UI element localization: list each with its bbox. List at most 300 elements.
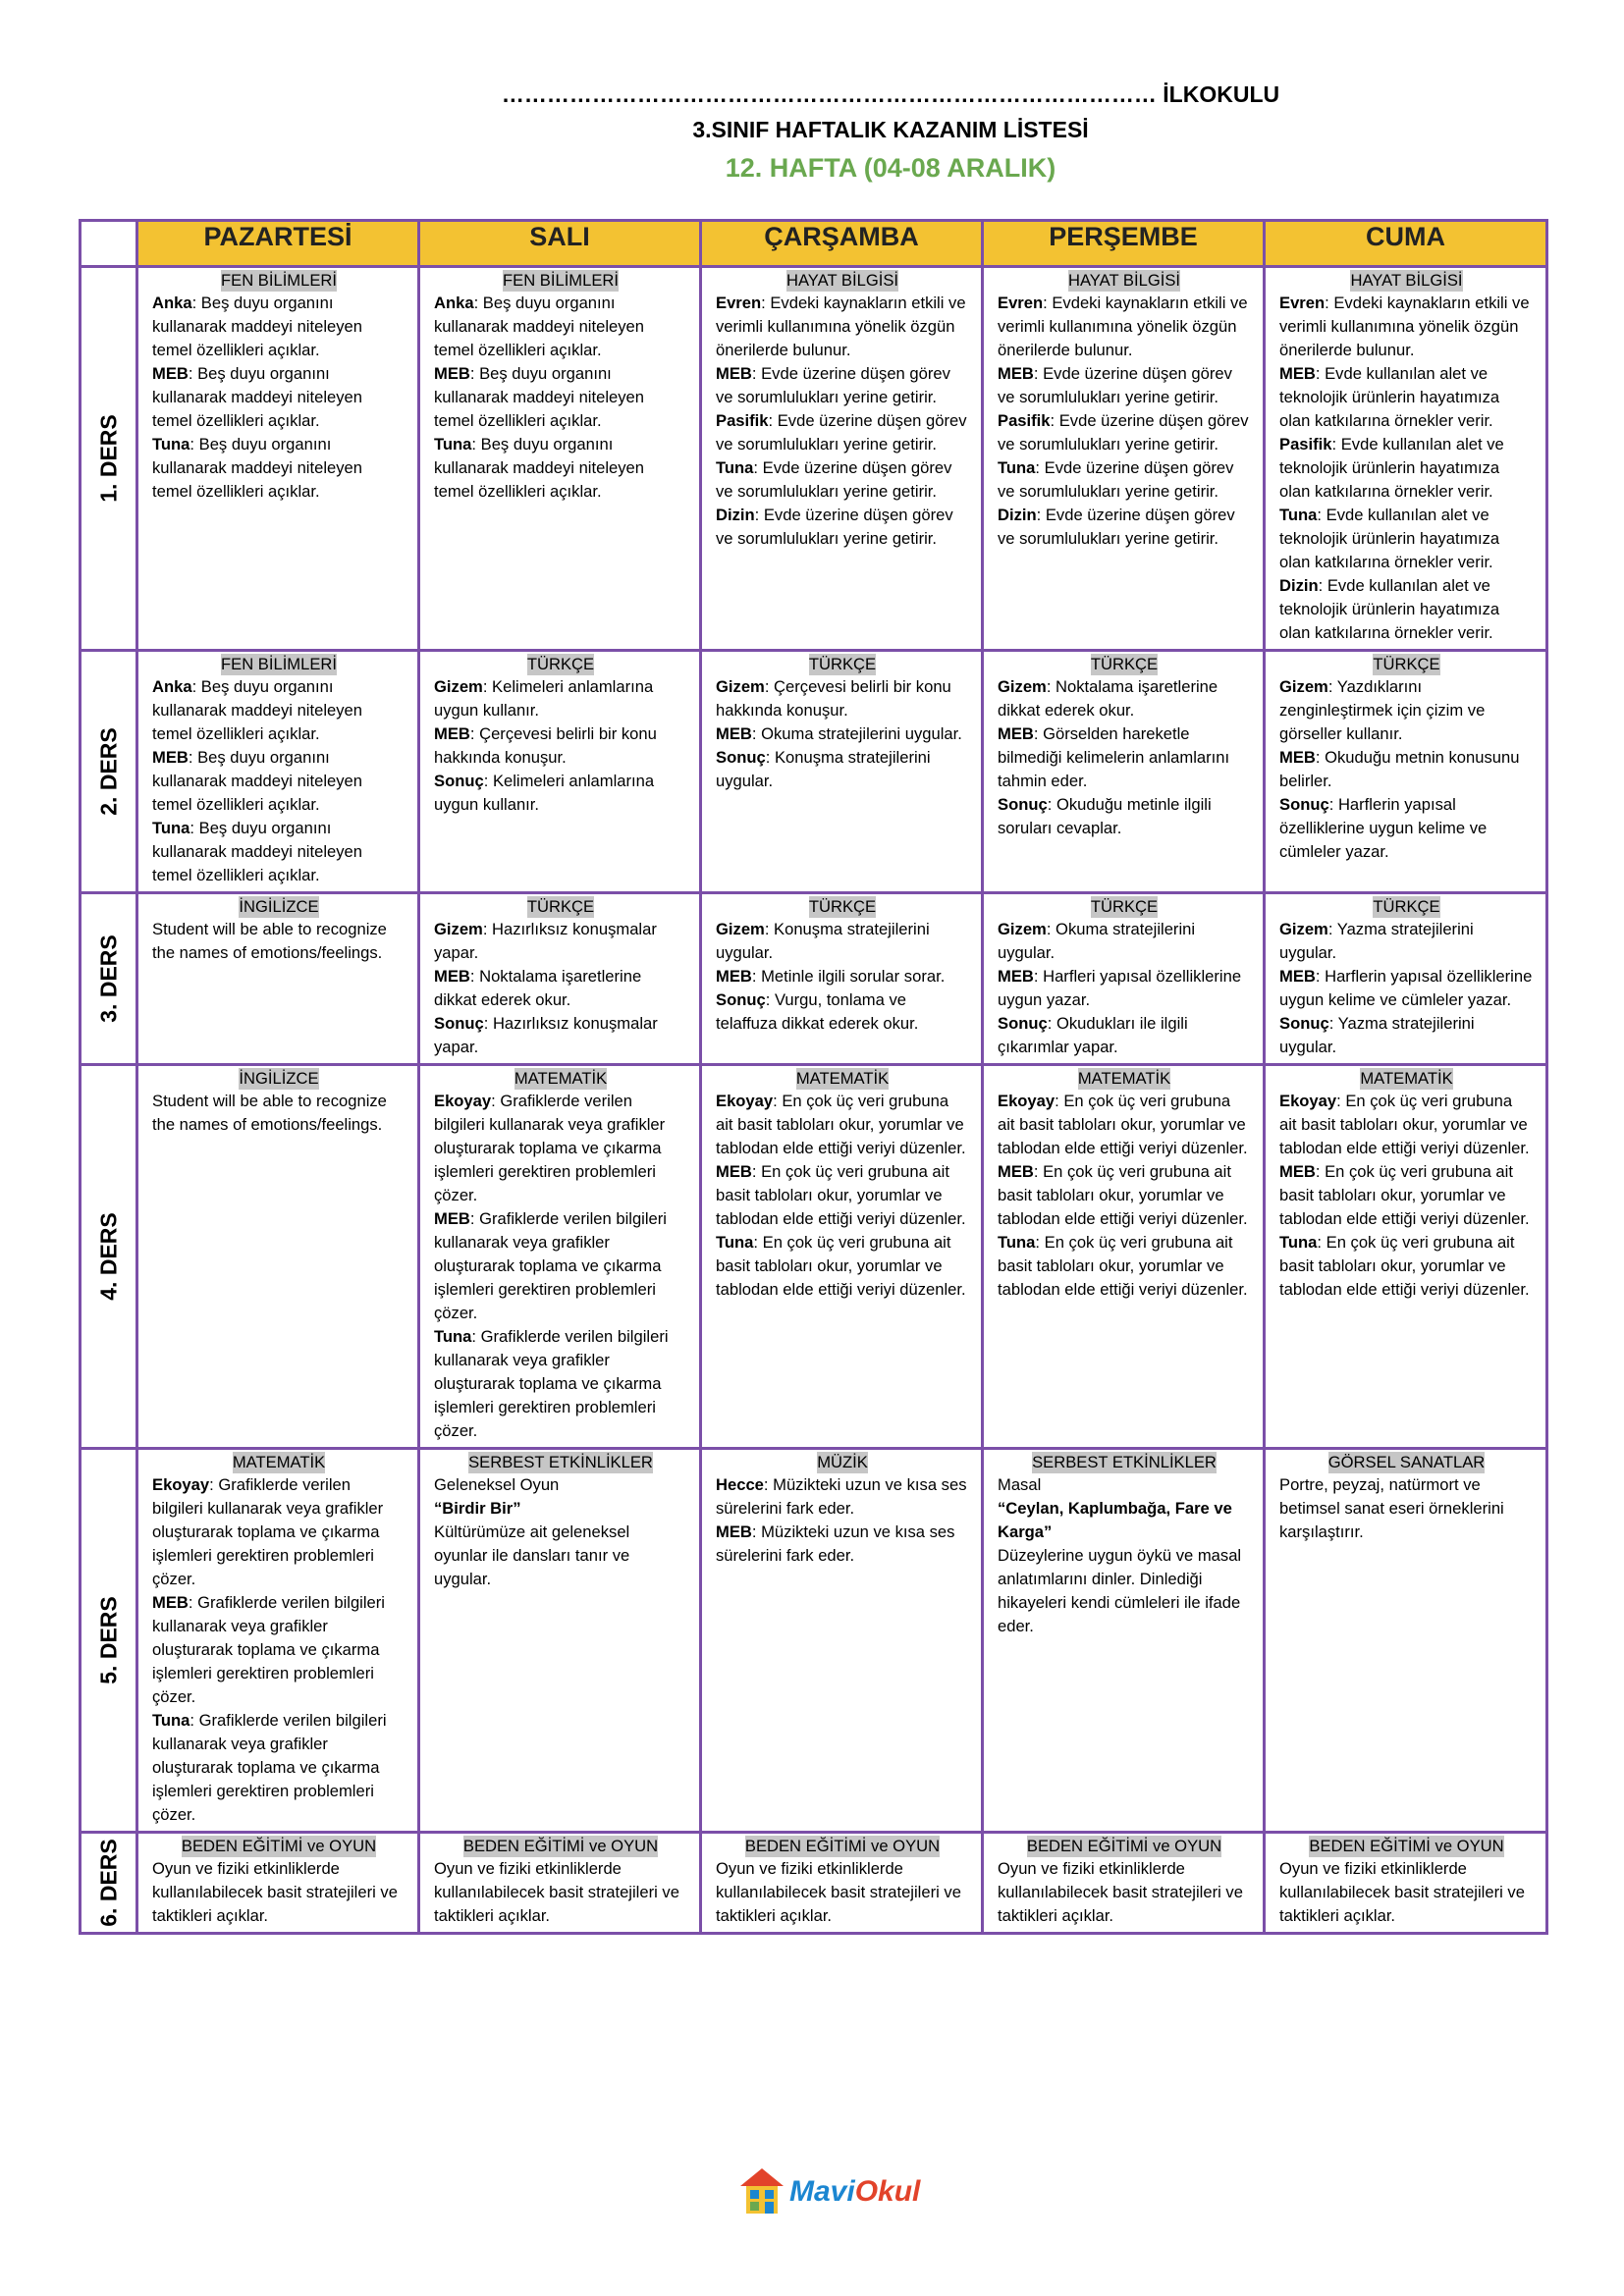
source-name: Tuna [998,458,1036,477]
subject-label: TÜRKÇE [1373,655,1440,673]
outcome-entry [152,433,406,504]
outcome-entry [1279,574,1534,645]
outcome-text: Oyun ve fiziki etkinliklerde kullanılabilecek basit stratejileri ve taktikleri açıklar. [1279,1859,1525,1925]
outcome-entry [1279,433,1534,504]
outcome-entry [434,1325,687,1443]
outcome-text: : Grafiklerde verilen bilgileri kullanarak veya grafikler oluşturarak toplama ve çıkarma işlemleri gerektiren problemleri çözer. [434,1209,667,1322]
outcome-text: : Evde üzerine düşen görev ve sorumlulukları yerine getirir. [716,458,952,501]
lesson-row-2 [81,651,1547,893]
outcome-entry [152,1591,406,1709]
source-name: Ekoyay [998,1092,1056,1110]
source-name: Tuna [152,1711,190,1730]
outcome-entry [716,409,969,456]
source-name: Sonuç [1279,795,1329,814]
source-name: Gizem [434,920,483,938]
source-name: Sonuç [716,748,766,767]
outcome-entry [716,362,969,409]
source-name: MEB [152,364,189,383]
outcome-text: Oyun ve fiziki etkinliklerde kullanılabilecek basit stratejileri ve taktikleri açıklar. [152,1859,398,1925]
outcome-entry [716,675,969,722]
outcome-text: : En çok üç veri grubuna ait basit tabloları okur, yorumlar ve tablodan elde ettiği veriyi düzenler. [716,1233,966,1299]
source-name: MEB [998,1162,1034,1181]
lesson-cell-friday [1265,1065,1547,1449]
subject-label: BEDEN EĞİTİMİ ve OYUN [462,1837,659,1855]
subject-label: TÜRKÇE [1090,897,1159,916]
outcome-text: : Çerçevesi belirli bir konu hakkında konuşur. [716,677,951,720]
source-name: MEB [716,967,752,986]
source-name: “Birdir Bir” [434,1499,521,1518]
lesson-cell-friday [1265,1833,1547,1934]
outcome-text: : Hazırlıksız konuşmalar yapar. [434,920,657,962]
outcome-text: : Evde kullanılan alet ve teknolojik ürünlerin hayatımıza olan katkılarına örnekler verir. [1279,435,1504,501]
lesson-label-cell [81,267,137,651]
subject-label: GÖRSEL SANATLAR [1327,1453,1486,1471]
outcome-entry [998,1012,1251,1059]
logo-text-mavi: Mavi [789,2175,855,2208]
outcome-text: : En çok üç veri grubuna ait basit tabloları okur, yorumlar ve tablodan elde ettiği veriyi düzenler. [716,1162,966,1228]
source-name: Gizem [998,677,1047,696]
source-name: Ekoyay [152,1475,210,1494]
lesson-cell-monday [137,1833,419,1934]
outcome-entry [998,1160,1251,1231]
source-name: Hecce [716,1475,764,1494]
outcome-text: : Hazırlıksız konuşmalar yapar. [434,1014,658,1056]
lesson-cell-thursday [983,651,1265,893]
subject-label: MATEMATİK [514,1069,608,1088]
subject-label: TÜRKÇE [526,897,595,916]
source-name: MEB [1279,364,1316,383]
source-name: Pasifik [1279,435,1332,454]
outcome-entry [716,1857,969,1928]
source-name: MEB [152,748,189,767]
lesson-label: 3. DERS [95,934,121,1023]
outcome-entry [434,1857,687,1928]
source-name: Gizem [716,677,765,696]
document-title: 3.SINIF HAFTALIK KAZANIM LİSTESİ [692,117,1089,142]
outcome-entry [716,1473,969,1521]
outcome-text: : Evde üzerine düşen görev ve sorumlulukları yerine getirir. [998,506,1235,548]
outcome-text: : Evde üzerine düşen görev ve sorumlulukları yerine getirir. [716,364,950,406]
source-name: Gizem [716,920,765,938]
lesson-cell-tuesday [419,651,701,893]
source-name: Dizin [1279,576,1319,595]
source-name: Ekoyay [1279,1092,1337,1110]
lesson-cell-thursday [983,1065,1265,1449]
school-name: …………………………………………………………………………… İLKOKULU [501,81,1280,107]
outcome-entry [716,1160,969,1231]
outcome-text: : Kelimeleri anlamlarına uygun kullanır. [434,772,655,814]
source-name: MEB [998,364,1034,383]
day-header-wednesday: ÇARŞAMBA [701,221,983,267]
outcome-text: : En çok üç veri grubuna ait basit tabloları okur, yorumlar ve tablodan elde ettiği veriyi düzenler. [1279,1162,1530,1228]
outcome-entry [1279,1473,1534,1544]
outcome-entry [998,793,1251,840]
lesson-label: 6. DERS [95,1839,121,1927]
outcome-text: : Evde üzerine düşen görev ve sorumlulukları yerine getirir. [716,411,967,454]
lesson-cell-tuesday [419,1833,701,1934]
outcome-text: : Evde üzerine düşen görev ve sorumlulukları yerine getirir. [716,506,953,548]
source-name: Anka [152,294,192,312]
outcome-entry [1279,504,1534,574]
logo-text-okul: Okul [854,2175,921,2208]
outcome-entry [1279,1857,1534,1928]
subject-label: FEN BİLİMLERİ [220,271,338,290]
outcome-text: Oyun ve fiziki etkinliklerde kullanılabilecek basit stratejileri ve taktikleri açıklar. [434,1859,679,1925]
subject-label: TÜRKÇE [808,655,877,673]
outcome-entry [1279,1231,1534,1302]
outcome-entry [152,1473,406,1591]
lesson-row-1 [81,267,1547,651]
source-name: “Ceylan, Kaplumbağa, Fare ve Karga” [998,1499,1232,1541]
outcome-text: : Evdeki kaynakların etkili ve verimli kullanımına yönelik özgün önerilerde bulunur. [998,294,1248,359]
outcome-entry [434,1473,687,1497]
outcome-text: : Evdeki kaynakların etkili ve verimli kullanımına yönelik özgün önerilerde bulunur. [716,294,966,359]
outcome-entry [716,965,969,988]
source-name: Gizem [1279,677,1328,696]
outcome-text: Düzeylerine uygun öykü ve masal anlatımlarını dinler. Dinlediği hikayeleri kendi cümleleri ile ifade eder. [998,1546,1242,1635]
outcome-entry [716,1521,969,1568]
source-name: MEB [1279,967,1316,986]
outcome-text: : Yazma stratejilerini uygular. [1279,920,1474,962]
outcome-entry [434,918,687,965]
lesson-row-6 [81,1833,1547,1934]
source-name: Tuna [152,435,190,454]
source-name: Evren [998,294,1044,312]
outcome-text: : Beş duyu organını kullanarak maddeyi niteleyen temel özellikleri açıklar. [152,748,363,814]
subject-label: TÜRKÇE [1090,655,1159,673]
outcome-text: Oyun ve fiziki etkinliklerde kullanılabilecek basit stratejileri ve taktikleri açıklar. [998,1859,1243,1925]
outcome-text: : Evde kullanılan alet ve teknolojik ürünlerin hayatımıza olan katkılarına örnekler verir. [1279,576,1500,642]
outcome-entry [1279,793,1534,864]
subject-label: BEDEN EĞİTİMİ ve OYUN [744,1837,941,1855]
outcome-entry [434,1497,687,1521]
lesson-cell-monday [137,893,419,1065]
source-name: Tuna [716,1233,754,1252]
lesson-row-4 [81,1065,1547,1449]
outcome-entry [1279,675,1534,746]
outcome-text: : Konuşma stratejilerini uygular. [716,748,931,790]
outcome-entry [716,746,969,793]
outcome-entry [1279,1160,1534,1231]
outcome-entry [998,1090,1251,1160]
outcome-entry [152,675,406,746]
outcome-text: : Okuduğu metinle ilgili soruları cevaplar. [998,795,1212,837]
lesson-cell-monday [137,267,419,651]
outcome-text: : Evde kullanılan alet ve teknolojik ürünlerin hayatımıza olan katkılarına örnekler verir. [1279,506,1500,571]
subject-label: TÜRKÇE [808,897,877,916]
source-name: Pasifik [998,411,1051,430]
outcome-entry [716,1090,969,1160]
outcome-entry [998,722,1251,793]
outcome-entry [998,504,1251,551]
lesson-cell-thursday [983,267,1265,651]
outcome-text: : Yazdıklarını zenginleştirmek için çizim ve görseller kullanır. [1279,677,1486,743]
outcome-entry [152,292,406,362]
lesson-cell-wednesday [701,267,983,651]
outcome-text: : Okuma stratejilerini uygular. [998,920,1196,962]
outcome-text: : Grafiklerde verilen bilgileri kullanarak veya grafikler oluşturarak toplama ve çıkarma işlemleri gerektiren problemleri çözer. [434,1092,666,1204]
source-name: Dizin [716,506,755,524]
outcome-text: : Grafiklerde verilen bilgileri kullanarak veya grafikler oluşturarak toplama ve çıkarma işlemleri gerektiren problemleri çözer. [152,1475,384,1588]
lesson-cell-friday [1265,1449,1547,1833]
week-title: 12. HAFTA (04-08 ARALIK) [725,153,1056,183]
subject-label: BEDEN EĞİTİMİ ve OYUN [181,1837,377,1855]
source-name: MEB [1279,1162,1316,1181]
source-name: Tuna [434,435,472,454]
subject-label: FEN BİLİMLERİ [502,271,620,290]
outcome-text: : Harfleri yapısal özelliklerine uygun yazar. [998,967,1242,1009]
lesson-cell-wednesday [701,651,983,893]
lesson-label: 5. DERS [95,1596,121,1684]
outcome-entry [434,722,687,770]
outcome-text: : Grafiklerde verilen bilgileri kullanarak veya grafikler oluşturarak toplama ve çıkarma işlemleri gerektiren problemleri çözer. [434,1327,669,1440]
outcome-text: : Grafiklerde verilen bilgileri kullanarak veya grafikler oluşturarak toplama ve çıkarma işlemleri gerektiren problemleri çözer. [152,1593,385,1706]
lesson-label-cell [81,651,137,893]
outcome-text: : Kelimeleri anlamlarına uygun kullanır. [434,677,654,720]
source-name: Anka [152,677,192,696]
outcome-entry [998,1473,1251,1497]
source-name: Tuna [998,1233,1036,1252]
outcome-entry [998,1497,1251,1544]
source-name: Sonuç [716,990,766,1009]
outcome-entry [434,770,687,817]
outcome-text: : Noktalama işaretlerine dikkat ederek okur. [998,677,1218,720]
outcome-text: : Beş duyu organını kullanarak maddeyi niteleyen temel özellikleri açıklar. [434,435,645,501]
lesson-cell-thursday [983,893,1265,1065]
outcome-entry [1279,746,1534,793]
source-name: Tuna [434,1327,472,1346]
outcome-text: : Çerçevesi belirli bir konu hakkında konuşur. [434,724,657,767]
source-name: Gizem [998,920,1047,938]
outcome-entry [434,1090,687,1207]
outcome-text: : Evde kullanılan alet ve teknolojik ürünlerin hayatımıza olan katkılarına örnekler verir. [1279,364,1500,430]
outcome-entry [152,1857,406,1928]
source-name: MEB [716,364,752,383]
logo-text [789,2175,920,2209]
source-name: Tuna [1279,1233,1318,1252]
outcome-text: : En çok üç veri grubuna ait basit tabloları okur, yorumlar ve tablodan elde ettiği veriyi düzenler. [1279,1233,1530,1299]
lesson-cell-thursday [983,1449,1265,1833]
lesson-cell-wednesday [701,1833,983,1934]
outcome-entry [434,433,687,504]
lesson-cell-wednesday [701,1065,983,1449]
lesson-cell-friday [1265,267,1547,651]
lesson-label-cell [81,1833,137,1934]
lesson-cell-friday [1265,893,1547,1065]
outcome-text: Portre, peyzaj, natürmort ve betimsel sanat eseri örneklerini karşılaştırır. [1279,1475,1504,1541]
outcome-entry [716,456,969,504]
outcome-entry [998,409,1251,456]
lesson-cell-tuesday [419,893,701,1065]
outcome-entry [434,1521,687,1591]
source-name: MEB [716,1522,752,1541]
outcome-text: : Yazma stratejilerini uygular. [1279,1014,1475,1056]
outcome-text: : Evde üzerine düşen görev ve sorumlulukları yerine getirir. [998,458,1234,501]
outcome-text: : Harflerin yapısal özelliklerine uygun kelime ve cümleler yazar. [1279,795,1488,861]
outcome-entry [716,1231,969,1302]
weekly-schedule-table [79,219,1548,1935]
outcome-entry [716,504,969,551]
outcome-text: Masal [998,1475,1042,1494]
outcome-text: : Beş duyu organını kullanarak maddeyi niteleyen temel özellikleri açıklar. [434,294,645,359]
outcome-entry [1279,292,1534,362]
outcome-text: Student will be able to recognize the names of emotions/feelings. [152,920,387,962]
subject-label: HAYAT BİLGİSİ [1350,271,1463,290]
house-icon [738,2166,785,2217]
source-name: MEB [434,364,470,383]
source-name: MEB [152,1593,189,1612]
source-name: MEB [434,967,470,986]
outcome-entry [998,362,1251,409]
lesson-cell-monday [137,1449,419,1833]
subject-label: MATEMATİK [232,1453,326,1471]
outcome-text: : Beş duyu organını kullanarak maddeyi niteleyen temel özellikleri açıklar. [152,677,363,743]
outcome-text: : Evdeki kaynakların etkili ve verimli kullanımına yönelik özgün önerilerde bulunur. [1279,294,1530,359]
source-name: MEB [716,724,752,743]
day-header-tuesday: SALI [419,221,701,267]
outcome-entry [1279,918,1534,965]
outcome-text: : Beş duyu organını kullanarak maddeyi niteleyen temel özellikleri açıklar. [434,364,645,430]
outcome-entry [1279,1090,1534,1160]
lesson-label-cell [81,893,137,1065]
source-name: MEB [1279,748,1316,767]
outcome-text: : En çok üç veri grubuna ait basit tabloları okur, yorumlar ve tablodan elde ettiği veriyi düzenler. [998,1162,1248,1228]
source-name: Evren [1279,294,1326,312]
lesson-cell-wednesday [701,893,983,1065]
page-header [0,77,1624,188]
outcome-entry [716,988,969,1036]
lesson-cell-thursday [983,1833,1265,1934]
outcome-text: : Okuduğu metnin konusunu belirler. [1279,748,1520,790]
lesson-cell-wednesday [701,1449,983,1833]
outcome-entry [716,292,969,362]
outcome-text: : Beş duyu organını kullanarak maddeyi niteleyen temel özellikleri açıklar. [152,435,363,501]
subject-label: İNGİLİZCE [239,1069,319,1088]
lesson-cell-friday [1265,651,1547,893]
outcome-text: : Görselden hareketle bilmediği kelimelerin anlamlarını tahmin eder. [998,724,1230,790]
outcome-text: : Noktalama işaretlerine dikkat ederek okur. [434,967,642,1009]
lesson-row-5 [81,1449,1547,1833]
source-name: Anka [434,294,474,312]
outcome-entry [152,746,406,817]
outcome-text: : Beş duyu organını kullanarak maddeyi niteleyen temel özellikleri açıklar. [152,819,363,884]
outcome-text: Oyun ve fiziki etkinliklerde kullanılabilecek basit stratejileri ve taktikleri açıklar. [716,1859,961,1925]
source-name: Sonuç [434,1014,484,1033]
source-name: Evren [716,294,762,312]
lesson-label: 2. DERS [95,727,121,816]
source-name: Sonuç [998,1014,1048,1033]
source-name: Tuna [152,819,190,837]
lesson-label: 1. DERS [95,414,121,503]
source-name: Tuna [1279,506,1318,524]
outcome-text: : Konuşma stratejilerini uygular. [716,920,930,962]
schedule-body [81,267,1547,1934]
lesson-cell-monday [137,651,419,893]
outcome-text: : En çok üç veri grubuna ait basit tabloları okur, yorumlar ve tablodan elde ettiği veriyi düzenler. [716,1092,966,1157]
source-name: Tuna [716,458,754,477]
source-name: MEB [716,1162,752,1181]
outcome-entry [152,817,406,887]
outcome-entry [434,362,687,433]
source-name: MEB [998,724,1034,743]
outcome-entry [998,918,1251,965]
source-name: Pasifik [716,411,769,430]
outcome-entry [1279,362,1534,433]
outcome-text: : En çok üç veri grubuna ait basit tabloları okur, yorumlar ve tablodan elde ettiği veriyi düzenler. [1279,1092,1530,1157]
day-header-monday: PAZARTESİ [137,221,419,267]
outcome-text: : En çok üç veri grubuna ait basit tabloları okur, yorumlar ve tablodan elde ettiği veriyi düzenler. [998,1092,1248,1157]
outcome-entry [998,292,1251,362]
outcome-entry [998,456,1251,504]
outcome-text: : Evde üzerine düşen görev ve sorumlulukları yerine getirir. [998,411,1249,454]
subject-label: MATEMATİK [795,1069,890,1088]
outcome-entry [152,918,406,965]
source-name: Sonuç [998,795,1048,814]
outcome-text: : Okuma stratejilerini uygular. [751,724,962,743]
source-name: Gizem [434,677,483,696]
lesson-label-cell [81,1065,137,1449]
outcome-text: : Grafiklerde verilen bilgileri kullanarak veya grafikler oluşturarak toplama ve çıkarma işlemleri gerektiren problemleri çözer. [152,1711,387,1824]
source-name: Ekoyay [716,1092,774,1110]
outcome-text: : En çok üç veri grubuna ait basit tabloları okur, yorumlar ve tablodan elde ettiği veriyi düzenler. [998,1233,1248,1299]
subject-label: İNGİLİZCE [239,897,319,916]
outcome-entry [434,1207,687,1325]
outcome-entry [434,965,687,1012]
outcome-entry [434,292,687,362]
outcome-text: Geleneksel Oyun [434,1475,560,1494]
outcome-entry [434,675,687,722]
outcome-text: : Okudukları ile ilgili çıkarımlar yapar. [998,1014,1188,1056]
subject-label: MÜZİK [817,1453,868,1471]
subject-label: HAYAT BİLGİSİ [785,271,899,290]
outcome-text: : Metinle ilgili sorular sorar. [751,967,946,986]
outcome-entry [1279,965,1534,1012]
outcome-entry [716,722,969,746]
outcome-entry [998,965,1251,1012]
lesson-cell-monday [137,1065,419,1449]
source-name: Sonuç [434,772,484,790]
outcome-entry [998,1231,1251,1302]
outcome-text: Student will be able to recognize the names of emotions/feelings. [152,1092,387,1134]
lesson-cell-tuesday [419,1449,701,1833]
subject-label: BEDEN EĞİTİMİ ve OYUN [1026,1837,1222,1855]
lesson-cell-tuesday [419,267,701,651]
maviokul-logo [738,2164,920,2219]
outcome-text: : Beş duyu organını kullanarak maddeyi niteleyen temel özellikleri açıklar. [152,294,363,359]
subject-label: SERBEST ETKİNLİKLER [468,1453,653,1471]
outcome-text: : Harflerin yapısal özelliklerine uygun kelime ve cümleler yazar. [1279,967,1533,1009]
lesson-label-cell [81,1449,137,1833]
subject-label: TÜRKÇE [1373,897,1440,916]
outcome-entry [434,1012,687,1059]
outcome-entry [1279,1012,1534,1059]
subject-label: SERBEST ETKİNLİKLER [1032,1453,1217,1471]
outcome-entry [998,675,1251,722]
lesson-row-3 [81,893,1547,1065]
subject-label: FEN BİLİMLERİ [220,655,338,673]
outcome-text: : Evde üzerine düşen görev ve sorumlulukları yerine getirir. [998,364,1232,406]
outcome-entry [152,1709,406,1827]
outcome-entry [152,362,406,433]
corner-cell [81,221,137,267]
source-name: Gizem [1279,920,1328,938]
day-header-thursday: PERŞEMBE [983,221,1265,267]
outcome-text: : Müzikteki uzun ve kısa ses sürelerini fark eder. [716,1475,967,1518]
subject-label: TÜRKÇE [526,655,595,673]
subject-label: MATEMATİK [1360,1069,1453,1088]
subject-label: MATEMATİK [1077,1069,1171,1088]
source-name: Dizin [998,506,1037,524]
